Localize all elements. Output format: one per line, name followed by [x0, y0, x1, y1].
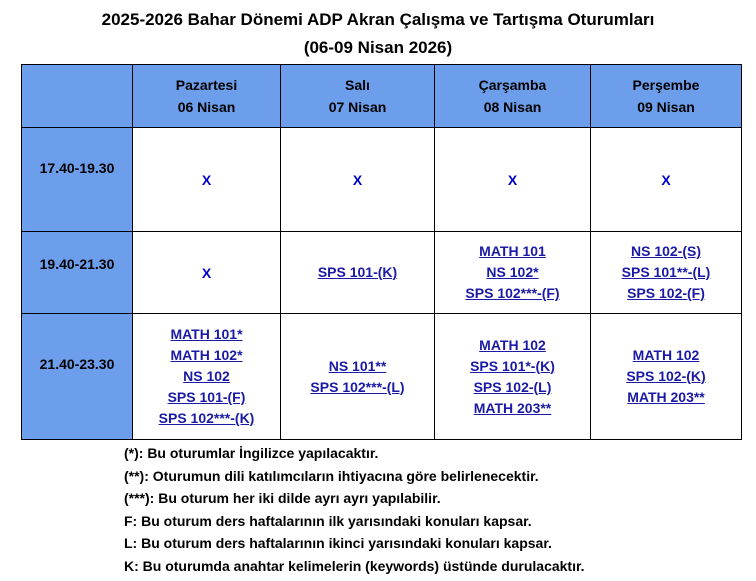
- note-line: (**): Oturumun dili katılımcıların ihtiyacına göre belirlenecektir.: [124, 467, 539, 484]
- course-session-link[interactable]: SPS 102-(L): [473, 378, 552, 395]
- page-title: 2025-2026 Bahar Dönemi ADP Akran Çalışma ve Tartışma Oturumları: [101, 10, 655, 29]
- session-cell: [133, 232, 281, 314]
- course-session-link[interactable]: SPS 101**-(L): [621, 264, 711, 280]
- course-session-link[interactable]: SPS 101*-(K): [470, 357, 555, 374]
- session-cell: [591, 314, 742, 440]
- unavailable-mark: X: [352, 171, 363, 188]
- time-slot-cell: [22, 232, 133, 314]
- legend-notes: [124, 442, 585, 578]
- page-subtitle-dates: (06-09 Nisan 2026): [303, 38, 453, 57]
- time-slot: 17.40-19.30: [39, 160, 115, 176]
- session-cell: [435, 128, 591, 232]
- course-session-link[interactable]: SPS 101-(F): [167, 389, 246, 405]
- course-session-link[interactable]: SPS 102***-(F): [465, 285, 560, 301]
- time-slot-cell: [22, 314, 133, 440]
- course-session-link[interactable]: MATH 102: [632, 347, 700, 363]
- day-name: Çarşamba: [478, 77, 547, 93]
- unavailable-mark: X: [201, 171, 212, 188]
- course-session-link[interactable]: SPS 102***-(L): [310, 378, 405, 395]
- note-line: K: Bu oturumda anahtar kelimelerin (keywords) üstünde durulacaktır.: [124, 557, 585, 574]
- course-session-link[interactable]: MATH 102*: [170, 347, 243, 363]
- time-slot: 21.40-23.30: [39, 356, 115, 372]
- day-header: [133, 65, 281, 128]
- unavailable-mark: X: [201, 264, 212, 281]
- header-row: [22, 65, 742, 128]
- note-line: (*): Bu oturumlar İngilizce yapılacaktır.: [124, 445, 379, 461]
- day-date: 06 Nisan: [177, 99, 236, 115]
- day-name: Perşembe: [632, 77, 700, 93]
- time-slot: 19.40-21.30: [39, 256, 115, 272]
- course-session-link[interactable]: SPS 101-(K): [317, 264, 398, 280]
- time-slot-cell: [22, 128, 133, 232]
- note-line: (***): Bu oturum her iki dilde ayrı ayrı yapılabilir.: [124, 490, 441, 507]
- session-cell: [133, 128, 281, 232]
- session-cell: [435, 232, 591, 314]
- table-row: [22, 232, 742, 314]
- day-date: 09 Nisan: [637, 99, 695, 115]
- day-name: Salı: [345, 77, 370, 93]
- table-row: [22, 128, 742, 232]
- course-session-link[interactable]: NS 102: [183, 368, 230, 384]
- unavailable-mark: X: [661, 171, 671, 188]
- session-cell: [591, 128, 742, 232]
- course-session-link[interactable]: NS 101**: [328, 357, 387, 374]
- corner-cell: [22, 65, 133, 128]
- course-session-link[interactable]: NS 102-(S): [630, 243, 702, 259]
- schedule-table: [21, 64, 742, 440]
- course-session-link[interactable]: SPS 102-(F): [627, 285, 705, 301]
- course-session-link[interactable]: MATH 203**: [473, 399, 552, 416]
- course-session-link[interactable]: MATH 101: [479, 243, 546, 259]
- course-session-link[interactable]: MATH 203**: [627, 389, 705, 405]
- day-header: [591, 65, 742, 128]
- note-line: F: Bu oturum ders haftalarının ilk yarısındaki konuları kapsar.: [124, 512, 532, 529]
- note-line: L: Bu oturum ders haftalarının ikinci yarısındaki konuları kapsar.: [124, 535, 552, 552]
- session-cell: [281, 232, 435, 314]
- table-row: [22, 314, 742, 440]
- day-date: 08 Nisan: [483, 99, 542, 115]
- course-session-link[interactable]: MATH 101*: [170, 326, 243, 342]
- day-date: 07 Nisan: [328, 99, 387, 115]
- day-name: Pazartesi: [175, 77, 238, 93]
- session-cell: [435, 314, 591, 440]
- course-session-link[interactable]: SPS 102-(K): [626, 368, 706, 384]
- course-session-link[interactable]: SPS 102***-(K): [158, 410, 255, 426]
- day-header: [281, 65, 435, 128]
- session-cell: [281, 314, 435, 440]
- day-header: [435, 65, 591, 128]
- session-cell: [133, 314, 281, 440]
- course-session-link[interactable]: NS 102*: [486, 264, 539, 280]
- unavailable-mark: X: [507, 171, 518, 188]
- session-cell: [591, 232, 742, 314]
- course-session-link[interactable]: MATH 102: [479, 336, 546, 353]
- session-cell: [281, 128, 435, 232]
